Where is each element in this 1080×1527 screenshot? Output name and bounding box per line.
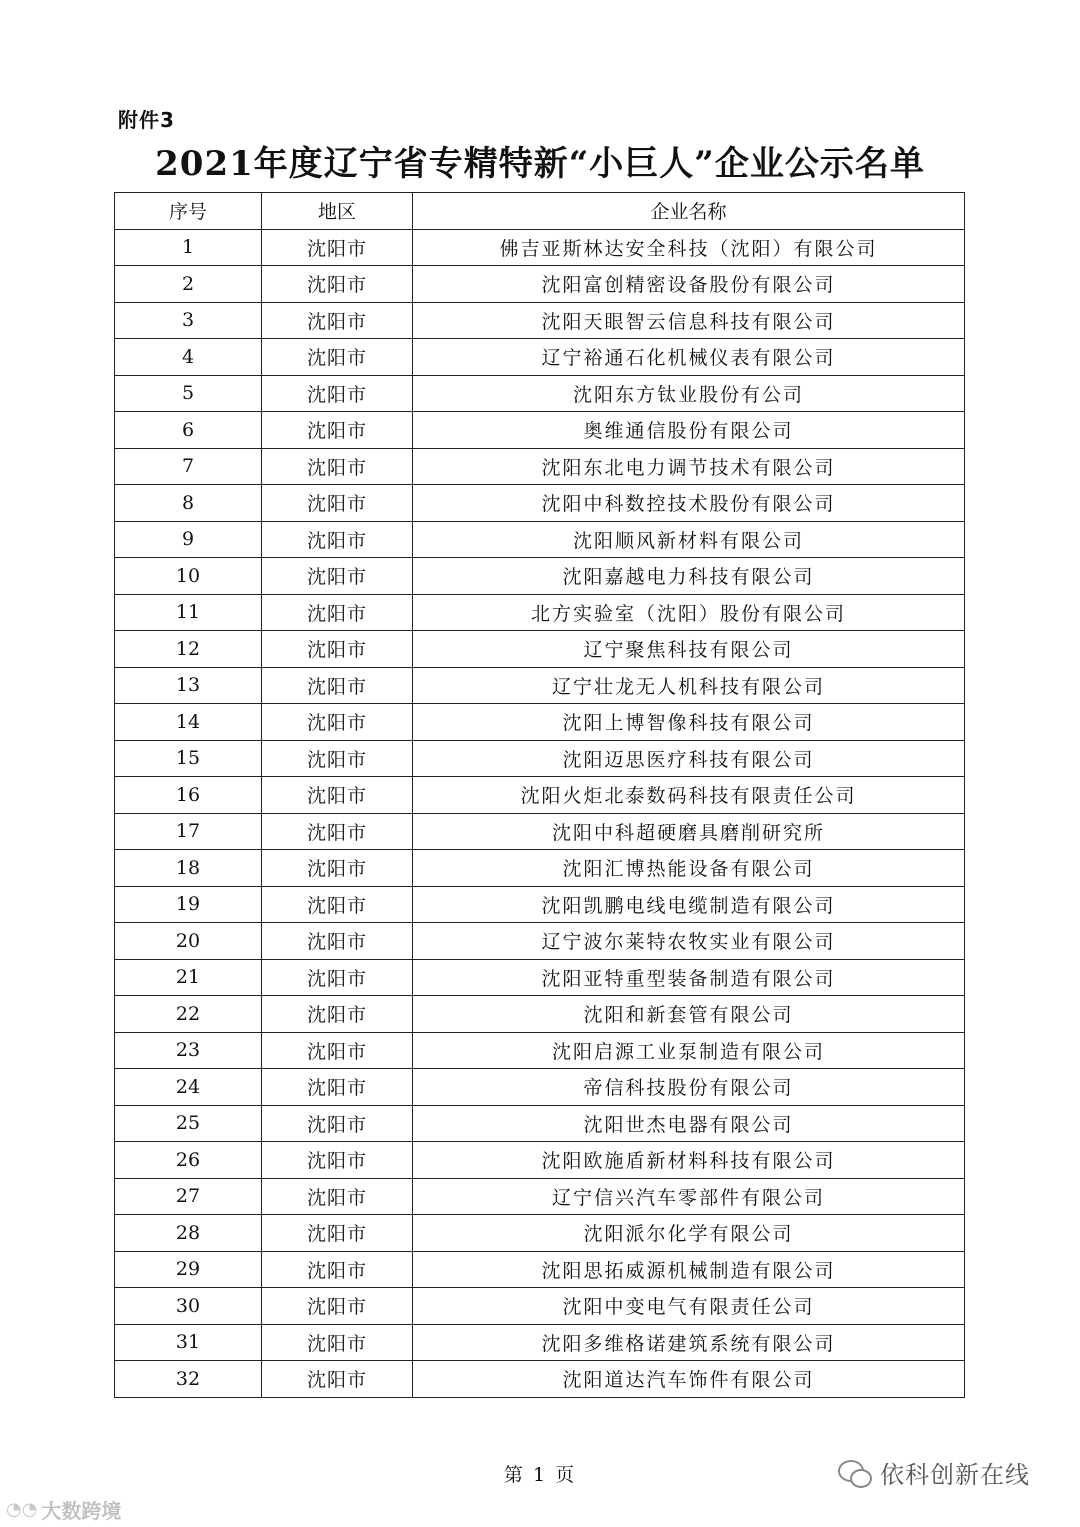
cell-region: 沈阳市 <box>262 375 413 412</box>
cell-name: 沈阳迈思医疗科技有限公司 <box>413 740 965 777</box>
cell-no: 25 <box>115 1105 262 1142</box>
table-row <box>115 1178 965 1215</box>
watermark-logo-icon: ◔◔ <box>6 1499 38 1520</box>
table-row <box>115 631 965 668</box>
table-row <box>115 302 965 339</box>
cell-name: 沈阳道达汽车饰件有限公司 <box>413 1361 965 1398</box>
cell-region: 沈阳市 <box>262 302 413 339</box>
cell-region: 沈阳市 <box>262 704 413 741</box>
cell-name: 沈阳派尔化学有限公司 <box>413 1215 965 1252</box>
table-row <box>115 375 965 412</box>
cell-region: 沈阳市 <box>262 1032 413 1069</box>
cell-region: 沈阳市 <box>262 1069 413 1106</box>
cell-region: 沈阳市 <box>262 1324 413 1361</box>
cell-name: 沈阳上博智像科技有限公司 <box>413 704 965 741</box>
table-row <box>115 813 965 850</box>
cell-name: 沈阳多维格诺建筑系统有限公司 <box>413 1324 965 1361</box>
cell-no: 8 <box>115 485 262 522</box>
table-row <box>115 996 965 1033</box>
cell-name: 沈阳东北电力调节技术有限公司 <box>413 448 965 485</box>
attachment-label: 附件3 <box>118 108 175 132</box>
table-row <box>115 1142 965 1179</box>
cell-name: 辽宁信兴汽车零部件有限公司 <box>413 1178 965 1215</box>
table-row <box>115 229 965 266</box>
table-row <box>115 412 965 449</box>
cell-region: 沈阳市 <box>262 923 413 960</box>
cell-no: 7 <box>115 448 262 485</box>
cell-region: 沈阳市 <box>262 485 413 522</box>
watermark-right <box>838 1455 1030 1490</box>
cell-name: 沈阳中科超硬磨具磨削研究所 <box>413 813 965 850</box>
table-row <box>115 448 965 485</box>
watermark-left <box>6 1495 121 1524</box>
table-row <box>115 1324 965 1361</box>
cell-name: 沈阳和新套管有限公司 <box>413 996 965 1033</box>
cell-name: 北方实验室（沈阳）股份有限公司 <box>413 594 965 631</box>
cell-name: 沈阳富创精密设备股份有限公司 <box>413 266 965 303</box>
enterprise-table <box>114 192 965 1398</box>
cell-no: 2 <box>115 266 262 303</box>
cell-no: 22 <box>115 996 262 1033</box>
cell-name: 沈阳启源工业泵制造有限公司 <box>413 1032 965 1069</box>
watermark-left-text: 大数跨境 <box>41 1499 122 1523</box>
cell-region: 沈阳市 <box>262 594 413 631</box>
cell-no: 19 <box>115 886 262 923</box>
cell-region: 沈阳市 <box>262 558 413 595</box>
cell-name: 沈阳顺风新材料有限公司 <box>413 521 965 558</box>
table-header-row <box>115 193 965 230</box>
cell-region: 沈阳市 <box>262 667 413 704</box>
header-region: 地区 <box>262 193 413 230</box>
cell-region: 沈阳市 <box>262 1361 413 1398</box>
cell-name: 辽宁裕通石化机械仪表有限公司 <box>413 339 965 376</box>
cell-region: 沈阳市 <box>262 1288 413 1325</box>
cell-name: 沈阳凯鹏电线电缆制造有限公司 <box>413 886 965 923</box>
table-row <box>115 740 965 777</box>
cell-name: 沈阳亚特重型装备制造有限公司 <box>413 959 965 996</box>
table-row <box>115 594 965 631</box>
cell-name: 沈阳世杰电器有限公司 <box>413 1105 965 1142</box>
cell-name: 沈阳欧施盾新材料科技有限公司 <box>413 1142 965 1179</box>
cell-region: 沈阳市 <box>262 266 413 303</box>
cell-no: 21 <box>115 959 262 996</box>
cell-no: 10 <box>115 558 262 595</box>
cell-region: 沈阳市 <box>262 339 413 376</box>
table-row <box>115 667 965 704</box>
header-no: 序号 <box>115 193 262 230</box>
cell-no: 14 <box>115 704 262 741</box>
table-row <box>115 1251 965 1288</box>
cell-no: 26 <box>115 1142 262 1179</box>
cell-region: 沈阳市 <box>262 850 413 887</box>
cell-no: 32 <box>115 1361 262 1398</box>
cell-region: 沈阳市 <box>262 959 413 996</box>
cell-region: 沈阳市 <box>262 1105 413 1142</box>
watermark-right-text: 依科创新在线 <box>880 1461 1030 1489</box>
cell-name: 帝信科技股份有限公司 <box>413 1069 965 1106</box>
cell-region: 沈阳市 <box>262 412 413 449</box>
cell-no: 29 <box>115 1251 262 1288</box>
table-row <box>115 886 965 923</box>
table-row <box>115 1069 965 1106</box>
cell-name: 辽宁壮龙无人机科技有限公司 <box>413 667 965 704</box>
table-row <box>115 1215 965 1252</box>
cell-no: 1 <box>115 229 262 266</box>
cell-region: 沈阳市 <box>262 1178 413 1215</box>
cell-region: 沈阳市 <box>262 740 413 777</box>
table-row <box>115 959 965 996</box>
cell-no: 15 <box>115 740 262 777</box>
cell-no: 31 <box>115 1324 262 1361</box>
cell-name: 沈阳东方钛业股份有公司 <box>413 375 965 412</box>
cell-no: 4 <box>115 339 262 376</box>
cell-no: 16 <box>115 777 262 814</box>
cell-no: 3 <box>115 302 262 339</box>
cell-region: 沈阳市 <box>262 521 413 558</box>
cell-region: 沈阳市 <box>262 813 413 850</box>
cell-no: 11 <box>115 594 262 631</box>
cell-name: 沈阳天眼智云信息科技有限公司 <box>413 302 965 339</box>
cell-no: 28 <box>115 1215 262 1252</box>
cell-no: 17 <box>115 813 262 850</box>
cell-name: 佛吉亚斯林达安全科技（沈阳）有限公司 <box>413 229 965 266</box>
cell-no: 27 <box>115 1178 262 1215</box>
table-row <box>115 704 965 741</box>
table-row <box>115 558 965 595</box>
cell-region: 沈阳市 <box>262 777 413 814</box>
table-row <box>115 339 965 376</box>
cell-no: 13 <box>115 667 262 704</box>
cell-no: 12 <box>115 631 262 668</box>
cell-no: 24 <box>115 1069 262 1106</box>
cell-name: 沈阳火炬北泰数码科技有限责任公司 <box>413 777 965 814</box>
cell-region: 沈阳市 <box>262 1251 413 1288</box>
table-row <box>115 1032 965 1069</box>
table-row <box>115 1361 965 1398</box>
wechat-icon <box>838 1458 872 1488</box>
cell-name: 沈阳汇博热能设备有限公司 <box>413 850 965 887</box>
cell-name: 沈阳思拓威源机械制造有限公司 <box>413 1251 965 1288</box>
table-row <box>115 1288 965 1325</box>
table-row <box>115 923 965 960</box>
cell-region: 沈阳市 <box>262 996 413 1033</box>
cell-no: 5 <box>115 375 262 412</box>
cell-no: 30 <box>115 1288 262 1325</box>
table-row <box>115 485 965 522</box>
table-row <box>115 1105 965 1142</box>
cell-region: 沈阳市 <box>262 1142 413 1179</box>
cell-name: 辽宁聚焦科技有限公司 <box>413 631 965 668</box>
cell-name: 沈阳中变电气有限责任公司 <box>413 1288 965 1325</box>
page-number: 第 1 页 <box>503 1464 577 1486</box>
cell-name: 辽宁波尔莱特农牧实业有限公司 <box>413 923 965 960</box>
cell-region: 沈阳市 <box>262 1215 413 1252</box>
cell-region: 沈阳市 <box>262 886 413 923</box>
cell-name: 奥维通信股份有限公司 <box>413 412 965 449</box>
cell-name: 沈阳嘉越电力科技有限公司 <box>413 558 965 595</box>
cell-region: 沈阳市 <box>262 631 413 668</box>
cell-no: 9 <box>115 521 262 558</box>
cell-no: 23 <box>115 1032 262 1069</box>
cell-region: 沈阳市 <box>262 448 413 485</box>
cell-region: 沈阳市 <box>262 229 413 266</box>
table-row <box>115 266 965 303</box>
table-row <box>115 850 965 887</box>
table-row <box>115 521 965 558</box>
header-name: 企业名称 <box>413 193 965 230</box>
document-title: 2021年度辽宁省专精特新“小巨人”企业公示名单 <box>155 144 925 184</box>
cell-no: 18 <box>115 850 262 887</box>
cell-name: 沈阳中科数控技术股份有限公司 <box>413 485 965 522</box>
cell-no: 6 <box>115 412 262 449</box>
table-row <box>115 777 965 814</box>
cell-no: 20 <box>115 923 262 960</box>
